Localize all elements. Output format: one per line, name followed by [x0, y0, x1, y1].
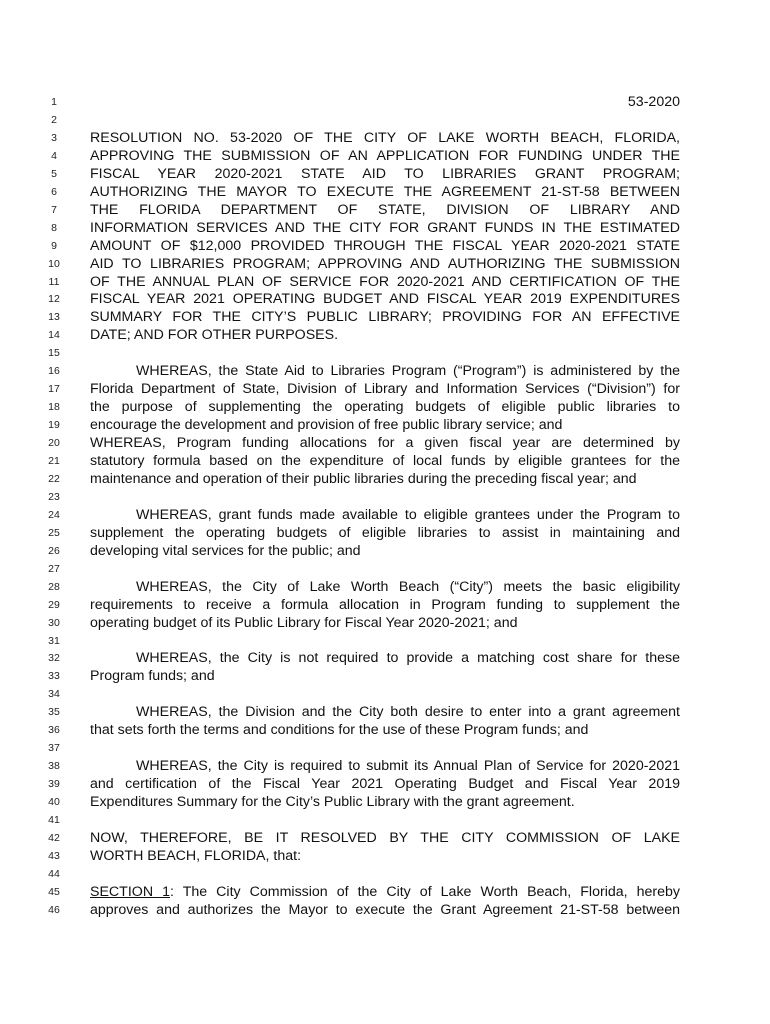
- line-text: [90, 775, 680, 793]
- line-text: [90, 273, 680, 291]
- document-line: [0, 308, 770, 326]
- document-line: [0, 901, 770, 919]
- line-text: [90, 416, 680, 434]
- line-text: [90, 614, 680, 632]
- text-segment: APPROVING THE SUBMISSION OF AN APPLICATION FOR FUNDING UNDER THE: [90, 147, 680, 164]
- line-text: [90, 883, 680, 901]
- document-line: [0, 290, 770, 308]
- text-segment: AMOUNT OF $12,000 PROVIDED THROUGH THE FISCAL YEAR 2020-2021 STATE: [90, 237, 680, 254]
- line-text: [90, 793, 680, 811]
- document-line: [0, 255, 770, 273]
- document-line: [0, 237, 770, 255]
- document-line: [0, 703, 770, 721]
- document-line: [0, 775, 770, 793]
- document-line: [0, 506, 770, 524]
- text-segment: WHEREAS, grant funds made available to eligible grantees under the Program to: [136, 506, 680, 523]
- document-line: [0, 649, 770, 667]
- line-number: 44: [48, 867, 60, 880]
- line-number: 1: [51, 96, 57, 108]
- line-number: 9: [51, 239, 57, 252]
- line-number: 28: [48, 580, 60, 593]
- line-text: [90, 201, 680, 219]
- text-segment: and certification of the Fiscal Year 2021 Operating Budget and Fiscal Year 2019: [90, 776, 680, 793]
- text-segment: OF THE ANNUAL PLAN OF SERVICE FOR 2020-2021 AND CERTIFICATION OF THE: [90, 273, 680, 290]
- document-line: [0, 165, 770, 183]
- line-number: 7: [51, 203, 57, 216]
- document-line: [0, 201, 770, 219]
- document-line: [0, 111, 770, 129]
- line-text: [90, 237, 680, 255]
- line-text: [136, 362, 680, 380]
- line-number: 42: [48, 831, 60, 844]
- line-number: 39: [48, 778, 60, 791]
- line-number: 24: [48, 508, 60, 521]
- line-text: [90, 380, 680, 398]
- line-text: [90, 255, 680, 273]
- line-number: 32: [48, 652, 60, 665]
- text-segment: Florida Department of State, Division of Library and Information Services (“Division”) for: [90, 381, 680, 398]
- line-text: [90, 524, 680, 542]
- line-number: 31: [48, 634, 60, 647]
- text-segment: WHEREAS, the City of Lake Worth Beach (“City”) meets the basic eligibility: [136, 578, 680, 595]
- line-number: 45: [48, 885, 60, 898]
- line-number: 17: [48, 383, 60, 396]
- line-number: 37: [48, 742, 60, 755]
- document-line: [0, 542, 770, 560]
- text-segment: that sets forth the terms and conditions for the use of these Program funds; and: [90, 722, 589, 739]
- text-segment: encourage the development and provision of free public library service; and: [90, 417, 563, 434]
- line-number: 11: [48, 275, 60, 288]
- document-line: [0, 326, 770, 344]
- document-line: [0, 632, 770, 650]
- document-line: [0, 685, 770, 703]
- line-text: [90, 434, 680, 452]
- document-line: [0, 739, 770, 757]
- document-line: [0, 524, 770, 542]
- line-text: [136, 703, 680, 721]
- line-text: [90, 847, 680, 865]
- text-segment: approves and authorizes the Mayor to execute the Grant Agreement 21-ST-58 between: [90, 901, 680, 918]
- document-line: [0, 578, 770, 596]
- line-number: 35: [48, 706, 60, 719]
- text-segment: Program funds; and: [90, 668, 215, 685]
- line-number: 4: [51, 149, 57, 162]
- document-line: [0, 380, 770, 398]
- line-number: 12: [48, 293, 60, 306]
- text-segment: the purpose of supplementing the operating budgets of eligible public libraries to: [90, 399, 680, 416]
- text-segment: requirements to receive a formula allocation in Program funding to supplement the: [90, 596, 680, 613]
- line-text: [136, 578, 680, 596]
- line-number: 29: [48, 598, 60, 611]
- text-segment: WHEREAS, the City is required to submit its Annual Plan of Service for 2020-2021: [136, 758, 680, 775]
- line-number: 14: [48, 329, 60, 342]
- line-text: [90, 452, 680, 470]
- line-text: [90, 183, 680, 201]
- line-number: 22: [48, 472, 60, 485]
- line-number: 41: [48, 814, 60, 826]
- line-text: [136, 506, 680, 524]
- text-segment: Expenditures Summary for the City’s Public Library with the grant agreement.: [90, 794, 575, 811]
- line-number: 43: [48, 849, 60, 862]
- document-line: [0, 667, 770, 685]
- line-number: 30: [48, 616, 60, 629]
- line-number: 40: [48, 796, 60, 809]
- line-text: [90, 290, 680, 308]
- line-number: 33: [48, 670, 60, 683]
- document-line: [0, 219, 770, 237]
- line-text: [90, 147, 680, 165]
- line-number: 13: [48, 311, 60, 324]
- line-text: [90, 470, 680, 488]
- line-number: 25: [48, 526, 60, 539]
- line-number: 3: [51, 131, 57, 144]
- line-text: [90, 596, 680, 614]
- line-text: [90, 398, 680, 416]
- line-text: [90, 829, 680, 847]
- document-line: [0, 596, 770, 614]
- line-number: 16: [48, 365, 60, 378]
- text-segment: : The City Commission of the City of Lake Worth Beach, Florida, hereby: [169, 883, 680, 900]
- line-number: 34: [48, 688, 60, 701]
- line-text: [90, 129, 680, 147]
- line-number: 38: [48, 760, 60, 773]
- line-text: [90, 219, 680, 237]
- line-text: [90, 667, 680, 685]
- document-line: [0, 452, 770, 470]
- text-segment: FISCAL YEAR 2021 OPERATING BUDGET AND FISCAL YEAR 2019 EXPENDITURES: [90, 291, 680, 308]
- line-number: 27: [48, 562, 60, 575]
- text-segment: WHEREAS, the State Aid to Libraries Program (“Program”) is administered by the: [136, 363, 680, 380]
- line-text: [136, 757, 680, 775]
- text-segment: 53-2020: [627, 94, 680, 110]
- document-line: [0, 434, 770, 452]
- text-segment: developing vital services for the public; and: [90, 542, 361, 559]
- document-line: [0, 93, 770, 111]
- line-text: [90, 901, 680, 919]
- document-line: [0, 560, 770, 578]
- line-number: 23: [48, 490, 60, 503]
- line-number: 5: [51, 167, 57, 180]
- text-segment: DATE; AND FOR OTHER PURPOSES.: [90, 327, 339, 344]
- text-segment: statutory formula based on the expenditure of local funds by eligible grantees for the: [90, 453, 680, 469]
- text-segment: WHEREAS, the Division and the City both desire to enter into a grant agreement: [136, 704, 680, 721]
- document-line: [0, 757, 770, 775]
- line-text: [90, 542, 680, 560]
- text-segment: SUMMARY FOR THE CITY’S PUBLIC LIBRARY; PROVIDING FOR AN EFFECTIVE: [90, 309, 680, 326]
- section-heading: SECTION 1: [90, 883, 170, 900]
- line-number: 2: [51, 113, 57, 126]
- line-text: [90, 721, 680, 739]
- document-line: [0, 883, 770, 901]
- document-line: [0, 416, 770, 434]
- text-segment: NOW, THEREFORE, BE IT RESOLVED BY THE CITY COMMISSION OF LAKE: [90, 829, 680, 846]
- document-line: [0, 147, 770, 165]
- line-text: [90, 308, 680, 326]
- document-line: [0, 488, 770, 506]
- document-line: [0, 362, 770, 380]
- document-line: [0, 793, 770, 811]
- document-line: [0, 847, 770, 865]
- document-line: [0, 470, 770, 488]
- resolution-number: [90, 93, 680, 111]
- text-segment: supplement the operating budgets of eligible libraries to assist in maintaining and: [90, 524, 680, 541]
- text-segment: WHEREAS, Program funding allocations for a given fiscal year are determined by: [90, 435, 680, 452]
- document-line: [0, 829, 770, 847]
- document-line: [0, 344, 770, 362]
- text-segment: AUTHORIZING THE MAYOR TO EXECUTE THE AGREEMENT 21-ST-58 BETWEEN: [90, 183, 680, 200]
- text-segment: FISCAL YEAR 2020-2021 STATE AID TO LIBRARIES GRANT PROGRAM;: [90, 165, 680, 182]
- line-number: 20: [48, 437, 60, 450]
- document-line: [0, 398, 770, 416]
- document-line: [0, 811, 770, 829]
- line-text: [90, 165, 680, 183]
- line-number: 6: [51, 185, 57, 198]
- text-segment: WORTH BEACH, FLORIDA, that:: [90, 847, 302, 864]
- line-number: 19: [48, 419, 60, 432]
- document-line: [0, 865, 770, 883]
- document-line: [0, 273, 770, 291]
- document-line: [0, 614, 770, 632]
- line-number: 36: [48, 724, 60, 737]
- text-segment: INFORMATION SERVICES AND THE CITY FOR GRANT FUNDS IN THE ESTIMATED: [90, 219, 680, 236]
- line-number: 8: [51, 221, 57, 234]
- text-segment: operating budget of its Public Library for Fiscal Year 2020-2021; and: [90, 614, 518, 631]
- line-number: 18: [48, 401, 60, 414]
- line-number: 15: [48, 347, 60, 360]
- text-segment: maintenance and operation of their public libraries during the preceding fiscal year; and: [90, 470, 637, 487]
- line-text: [90, 326, 680, 344]
- line-number: 46: [48, 903, 60, 916]
- line-number: 10: [48, 257, 60, 270]
- line-text: [136, 649, 680, 667]
- text-segment: THE FLORIDA DEPARTMENT OF STATE, DIVISION OF LIBRARY AND: [90, 201, 680, 218]
- text-segment: RESOLUTION NO. 53-2020 OF THE CITY OF LAKE WORTH BEACH, FLORIDA,: [90, 129, 680, 146]
- document-line: [0, 183, 770, 201]
- document-line: [0, 129, 770, 147]
- document-line: [0, 721, 770, 739]
- line-number: 26: [48, 544, 60, 557]
- text-segment: WHEREAS, the City is not required to provide a matching cost share for these: [136, 650, 680, 667]
- line-number: 21: [48, 455, 60, 467]
- text-segment: AID TO LIBRARIES PROGRAM; APPROVING AND AUTHORIZING THE SUBMISSION: [90, 255, 680, 272]
